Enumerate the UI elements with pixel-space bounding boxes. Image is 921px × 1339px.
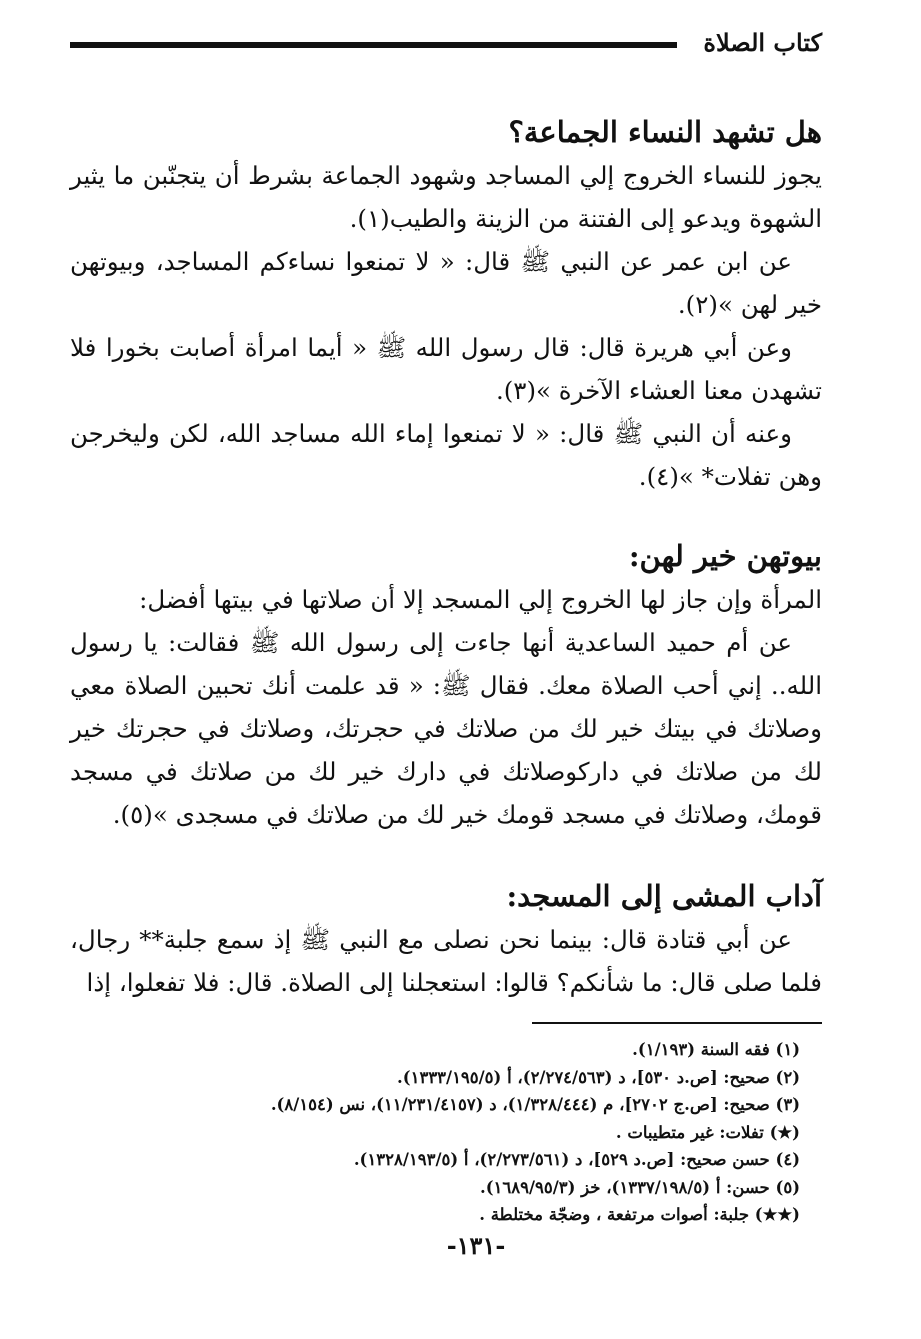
footnote: (١) فقه السنة (١/١٩٣). [632,1040,800,1059]
paragraph: عن ابن عمر عن النبي ﷺ قال: « لا تمنعوا نساءكم المساجد، وبيوتهن خير لهن »(٢). [70,247,822,319]
paragraph: وعنه أن النبي ﷺ قال: « لا تمنعوا إماء الله مساجد الله، لكن وليخرجن وهن تفلات* »(٤). [70,419,822,491]
paragraph: المرأة وإن جاز لها الخروج إلي المسجد إلا أن صلاتها في بيتها أفضل: [139,585,822,614]
section-heading: آداب المشى إلى المسجد: [506,879,822,913]
page-number: -١٣١- [446,1230,506,1260]
paragraph: وعن أبي هريرة قال: قال رسول الله ﷺ « أيما امرأة أصابت بخورا فلا تشهدن معنا العشاء الآخرة »(٣). [70,333,822,405]
section-heading: هل تشهد النساء الجماعة؟ [508,115,822,149]
paragraph: عن أم حميد الساعدية أنها جاءت إلى رسول الله ﷺ فقالت: يا رسول الله.. إني أحب الصلاة معك. فقال ﷺ: « قد علمت أنك تحبين الصلاة معي وصلاتك في بيتك خير لك من صلاتك في حجرتك، وصلاتك في حجرتك خير لك من صلاتك في داركوصلاتك في دارك خير لك من صلاتك في مسجد قومك، وصلاتك في مسجد قومك خير لك من صلاتك في مسجدى »(٥). [70,628,822,829]
paragraph: عن أبي قتادة قال: بينما نحن نصلى مع النبي ﷺ إذ سمع جلبة** رجال، فلما صلى قال: ما شأنكم؟ قالوا: استعجلنا إلى الصلاة. قال: فلا تفعلوا، إذا [70,925,822,997]
section-walking-etiquette [70,874,822,1004]
footnote: (٤) حسن صحيح: [ص.د ٥٢٩]، د (٢/٢٧٣/٥٦١)، أ (١٣٢٨/١٩٣/٥). [353,1150,800,1169]
footnote: (٥) حسن: أ (١٣٣٧/١٩٨/٥)، خز (١٦٨٩/٩٥/٣). [479,1177,800,1197]
footnote-divider [532,1022,822,1024]
running-header [70,22,822,62]
footnote: (٣) صحيح: [ص.ج ٢٧٠٢]، م (١/٣٢٨/٤٤٤)، د (١١/٢٣١/٤١٥٧)، نس (٨/١٥٤). [270,1095,800,1114]
footnote: (٢) صحيح: [ص.د ٥٣٠]، د (٢/٢٧٤/٥٦٣)، أ (١٣٣٣/١٩٥/٥). [397,1067,800,1087]
footnote: (★★) جلبة: أصوات مرتفعة ، وضجّة مختلطة . [479,1205,800,1224]
footnote: (★) تفلات: غير متطيبات . [615,1122,800,1142]
section-homes-better [70,534,822,836]
paragraph: يجوز للنساء الخروج إلي المساجد وشهود الجماعة بشرط أن يتجنّبن ما يثير الشهوة ويدعو إلى الفتنة من الزينة والطيب(١). [70,161,822,233]
running-title: كتاب الصلاة [703,27,822,57]
section-heading: بيوتهن خير لهن: [628,539,822,573]
footnotes [70,1036,822,1229]
book-page [70,22,822,1322]
header-rule [70,42,677,48]
section-women-attend-congregation [70,110,822,498]
